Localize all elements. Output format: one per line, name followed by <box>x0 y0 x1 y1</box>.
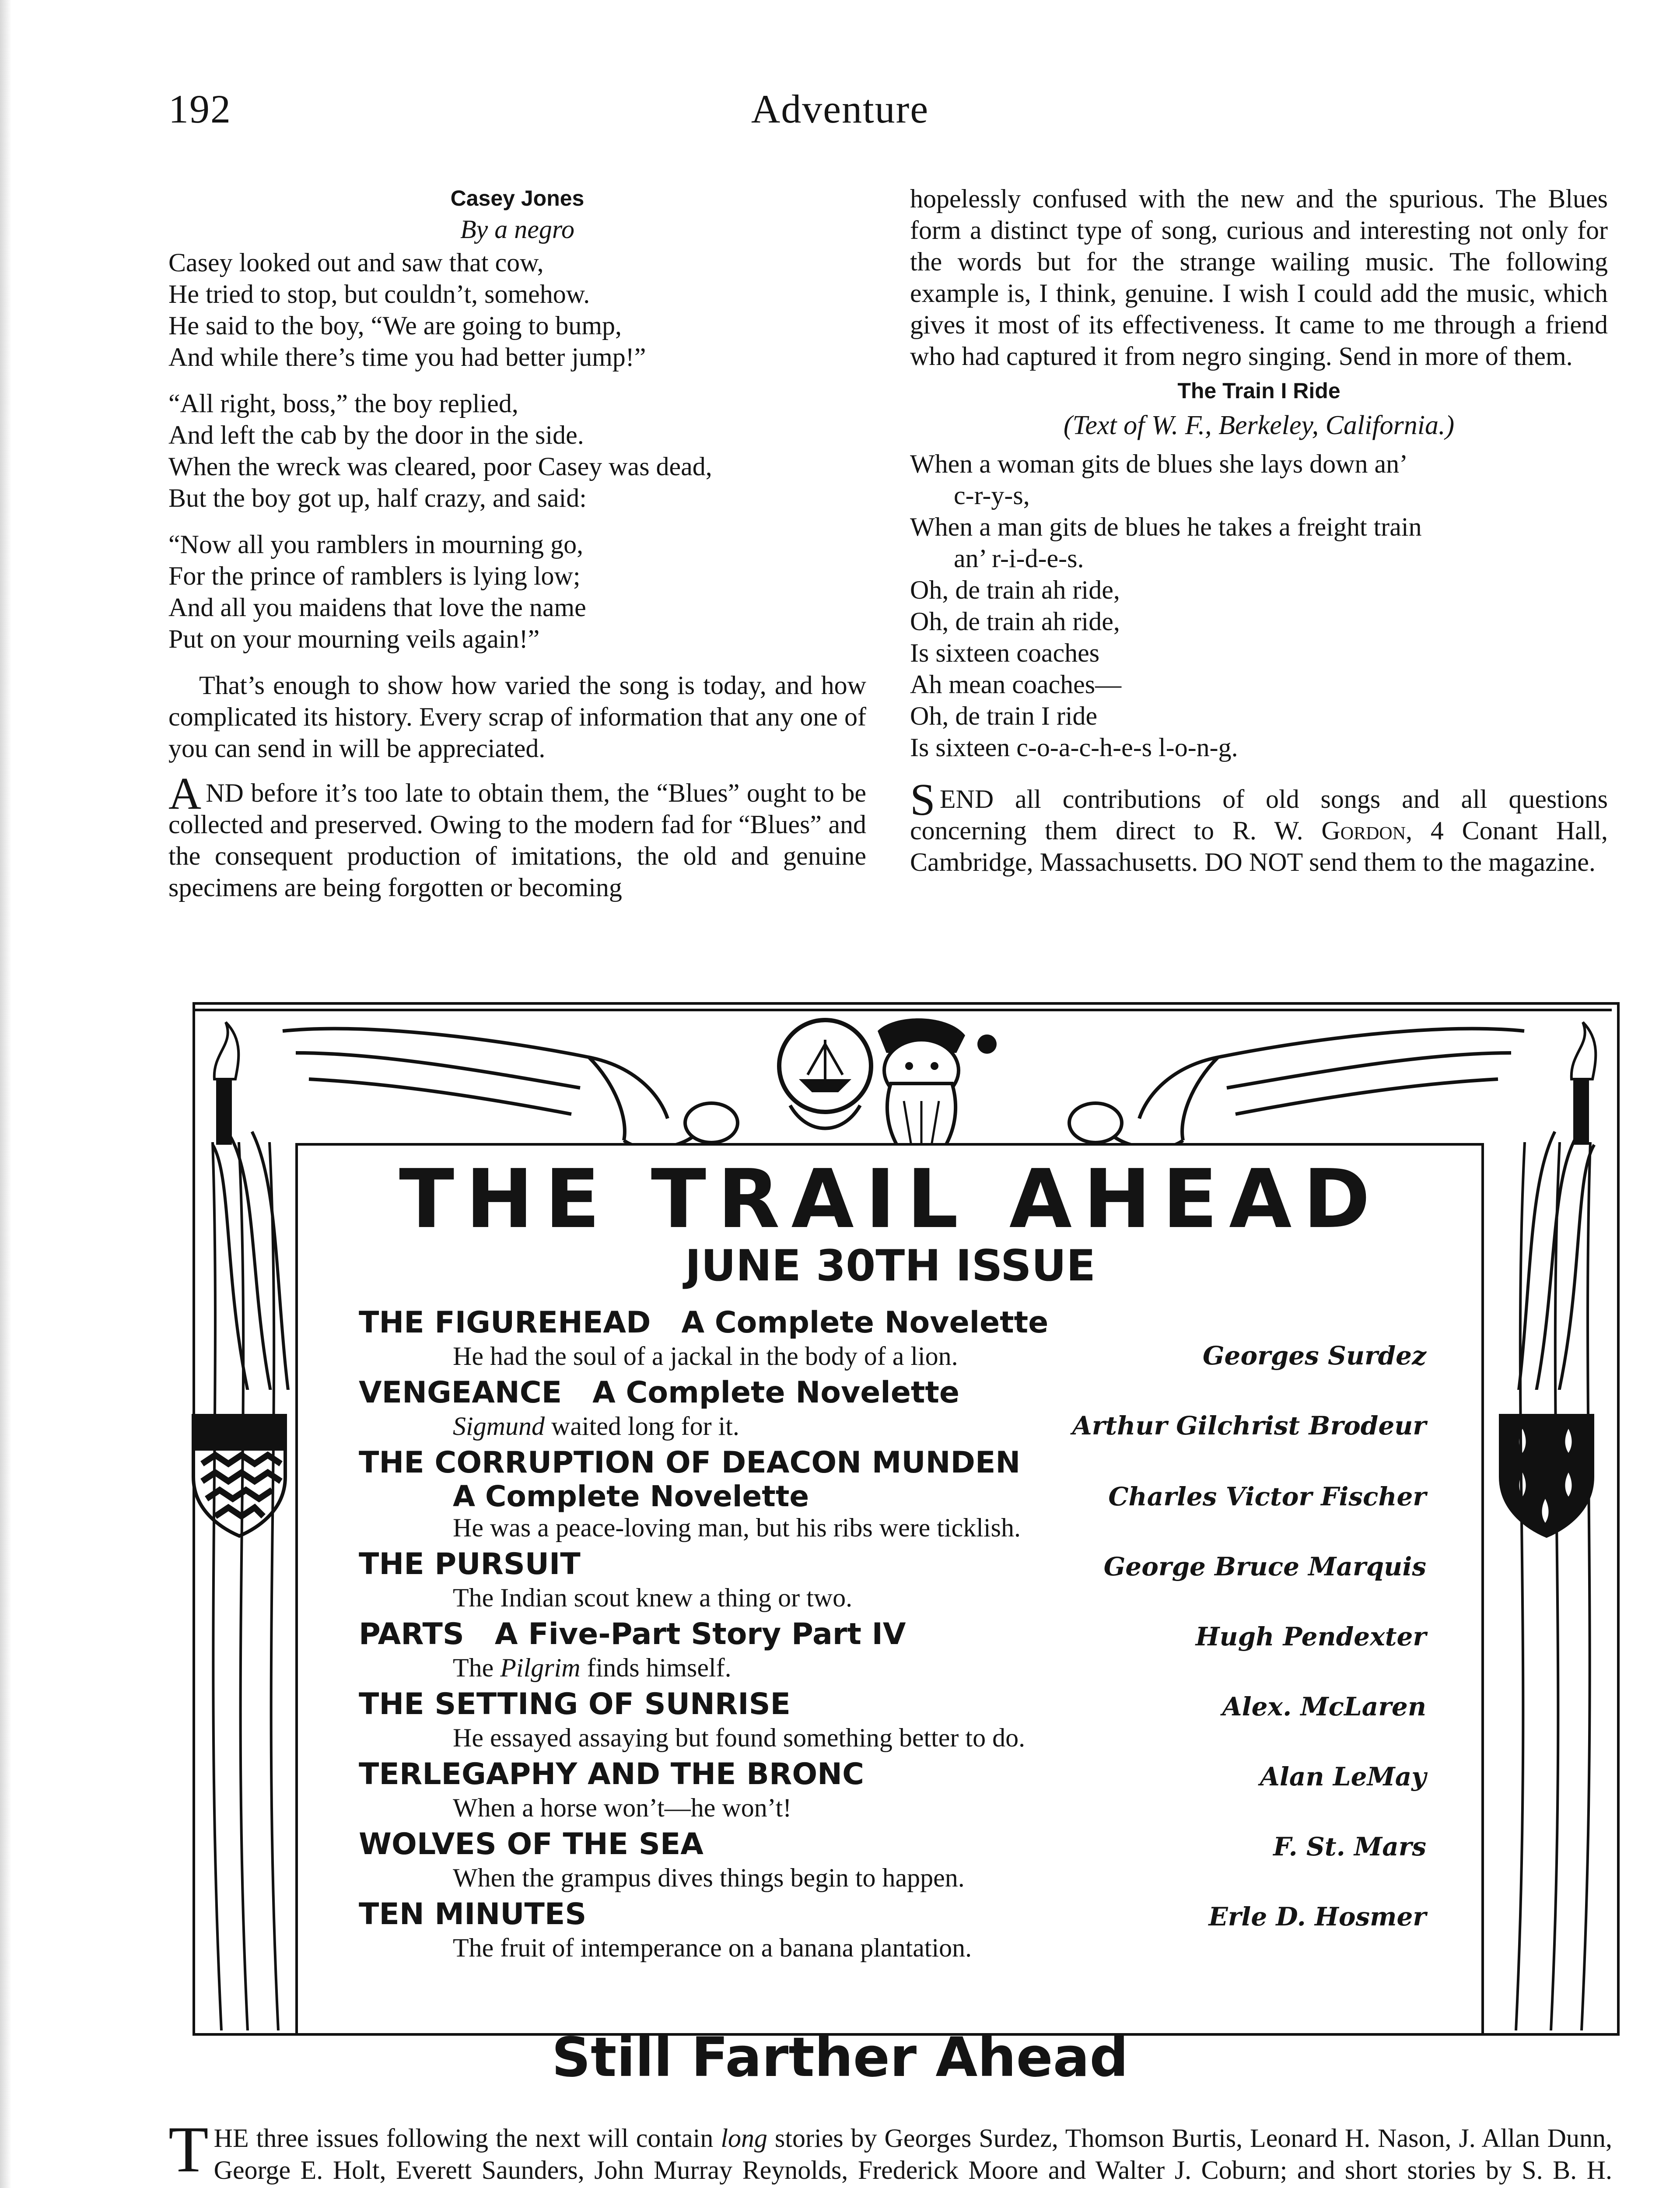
story-entry <box>359 1827 1426 1893</box>
drop-cap: S <box>910 775 935 825</box>
song-byline: (Text of W. F., Berkeley, California.) <box>1063 410 1455 440</box>
poem-line: Casey looked out and saw that cow, <box>168 248 544 277</box>
story-title-line <box>359 1616 906 1652</box>
story-kind: A Complete Novelette <box>592 1375 959 1410</box>
story-title: TERLEGAPHY AND THE BRONC <box>359 1757 864 1792</box>
song-title: The Train I Ride <box>1177 379 1340 403</box>
story-kind: A Complete Novelette <box>453 1480 809 1513</box>
story-author: Erle D. Hosmer <box>1208 1902 1426 1932</box>
story-entry <box>359 1305 1426 1371</box>
song-line: Is sixteen coaches <box>910 638 1100 667</box>
paragraph-send-text-end: , 4 Conant Hall, Cambridge, Massachusetts. DO NOT send them to the magazine. <box>910 816 1608 877</box>
story-entry <box>359 1445 1426 1543</box>
poem-line: “Now all you ramblers in mourning go, <box>168 530 584 559</box>
closing-text-emphasis: long <box>721 2124 768 2153</box>
editor-name: Gordon <box>1321 816 1406 845</box>
story-tagline: He essayed assaying but found something better to do. <box>453 1723 1026 1752</box>
story-title-line <box>359 1305 1048 1341</box>
story-tagline: He had the soul of a jackal in the body of a lion. <box>453 1342 958 1371</box>
story-title: VENGEANCE <box>359 1375 562 1410</box>
issue-subtitle: JUNE 30TH ISSUE <box>685 1241 1096 1291</box>
poem-line: And while there’s time you had better jump!” <box>168 343 646 372</box>
closing-text-rest: stories by Georges Surdez, Thomson Burtis, Leonard H. Nason, J. Allan Dunn, George E. Holt, Everett Saunders, John Murray Reynolds, Frederick Moore and Walter J. Coburn; and short stories by S. B. H. <box>214 2124 1613 2184</box>
story-author: Arthur Gilchrist Brodeur <box>1072 1411 1426 1441</box>
poem-line: And all you maidens that love the name <box>168 593 586 622</box>
poem-stanza <box>168 529 866 655</box>
story-tagline: He was a peace-loving man, but his ribs were ticklish. <box>453 1513 1021 1542</box>
trail-ahead-title: THE TRAIL AHEAD <box>399 1152 1382 1246</box>
paragraph-blues-text: ND before it’s too late to obtain them, the “Blues” ought to be collected and preserved. Owing to the modern fad for “Blues” and the consequent production of imitations, the old and genuine specimens are being forgotten or becoming <box>168 778 866 902</box>
story-tagline: When a horse won’t—he won’t! <box>453 1793 792 1822</box>
song-line: Oh, de train ah ride, <box>910 575 1120 604</box>
poem-line: Put on your mourning veils again!” <box>168 624 540 653</box>
story-list <box>359 1305 1426 1967</box>
right-torch-icon <box>1572 1022 1596 1145</box>
story-kind: A Five-Part Story Part IV <box>494 1617 906 1652</box>
left-side-drapes-illustration <box>195 1142 296 2030</box>
closing-paragraph <box>168 2113 1613 2188</box>
story-title: THE PURSUIT <box>359 1547 581 1581</box>
story-author: Alex. McLaren <box>1222 1692 1426 1722</box>
story-title: PARTS <box>359 1617 464 1652</box>
closing-text: HE three issues following the next will contain <box>214 2124 721 2153</box>
right-side-drapes-illustration <box>1481 1142 1612 2030</box>
song-line: Oh, de train I ride <box>910 701 1098 730</box>
poem-line: He said to the boy, “We are going to bump, <box>168 311 622 340</box>
song-line: When a man gits de blues he takes a freight train <box>910 512 1422 541</box>
paragraph-send <box>910 775 1608 878</box>
drop-cap: A <box>168 768 202 819</box>
running-head: Adventure <box>751 87 929 131</box>
story-tagline-emphasis: Pilgrim <box>500 1653 581 1682</box>
story-tagline: The fruit of intemperance on a banana plantation. <box>453 1933 972 1962</box>
story-tagline: finds himself. <box>580 1653 732 1682</box>
poem-line: But the boy got up, half crazy, and said: <box>168 484 587 512</box>
left-eagle-icon <box>283 1029 738 1148</box>
story-kind: A Complete Novelette <box>681 1305 1049 1340</box>
story-tagline: waited long for it. <box>545 1412 739 1441</box>
story-tagline: When the grampus dives things begin to happen. <box>453 1863 965 1892</box>
song-line: Is sixteen c-o-a-c-h-e-s l-o-n-g. <box>910 733 1238 762</box>
story-author: Alan LeMay <box>1260 1762 1426 1792</box>
story-author: F. St. Mars <box>1273 1832 1426 1862</box>
story-entry <box>359 1375 1426 1441</box>
song-line: When a woman gits de blues she lays down an’ <box>910 449 1408 478</box>
story-author: George Bruce Marquis <box>1103 1552 1426 1581</box>
still-farther-title: Still Farther Ahead <box>551 2026 1129 2089</box>
song-line: an’ r-i-d-e-s. <box>954 544 1084 573</box>
right-column <box>910 183 1608 891</box>
story-entry <box>359 1616 1426 1683</box>
paragraph-varied: That’s enough to show how varied the song is today, and how complicated its history. Every scrap of information that any one of you can send in will be appreciated. <box>168 671 866 763</box>
story-entry <box>359 1757 1426 1823</box>
story-title: THE CORRUPTION OF DEACON MUNDEN <box>359 1445 1021 1480</box>
poem-line: For the prince of ramblers is lying low; <box>168 561 581 590</box>
story-tagline-prefix: The <box>453 1653 500 1682</box>
paragraph-blues <box>168 768 866 903</box>
poem-line: He tried to stop, but couldn’t, somehow. <box>168 280 590 309</box>
poem-byline: By a negro <box>460 215 575 244</box>
left-torch-icon <box>214 1022 239 1145</box>
poem-line: “All right, boss,” the boy replied, <box>168 389 518 418</box>
poem-title: Casey Jones <box>450 186 584 210</box>
poem-stanza <box>168 247 866 373</box>
poem-line: And left the cab by the door in the side. <box>168 421 584 449</box>
page-number: 192 <box>168 87 231 131</box>
left-column <box>168 183 866 916</box>
story-tagline-emphasis: Sigmund <box>453 1412 545 1441</box>
story-entry <box>359 1687 1426 1753</box>
paragraph-send-text: END all contributions of old songs and all questions concerning them direct to R. W. <box>910 785 1608 845</box>
song-line: Oh, de train ah ride, <box>910 607 1120 636</box>
drop-cap: T <box>168 2113 209 2186</box>
poem-stanza <box>168 388 866 514</box>
song-lyrics <box>910 448 1608 763</box>
story-author: Charles Victor Fischer <box>1108 1482 1426 1511</box>
story-title: WOLVES OF THE SEA <box>359 1827 704 1862</box>
story-title: THE FIGUREHEAD <box>359 1305 651 1340</box>
story-entry <box>359 1546 1426 1613</box>
story-author: Georges Surdez <box>1203 1341 1426 1371</box>
poem-line: When the wreck was cleared, poor Casey was dead, <box>168 452 712 481</box>
song-line: c-r-y-s, <box>954 481 1030 510</box>
right-eagle-icon <box>1069 1029 1524 1148</box>
crystal-ball-icon <box>779 1020 871 1129</box>
story-title-line <box>359 1375 959 1411</box>
story-title: THE SETTING OF SUNRISE <box>359 1687 791 1722</box>
story-entry <box>359 1897 1426 1963</box>
paragraph-blues-continued: hopelessly confused with the new and the spurious. The Blues form a distinct type of song, curious and interesting not only for the words but for the strange wailing music. The following example is, I think, genuine. I wish I could add the music, which gives it most of its effectiveness. It came to me through a friend who had captured it from negro singing. Send in more of them. <box>910 184 1608 371</box>
song-line: Ah mean coaches— <box>910 670 1122 699</box>
page-edge-shadow <box>0 0 11 2188</box>
story-title: TEN MINUTES <box>359 1897 587 1932</box>
story-author: Hugh Pendexter <box>1195 1622 1426 1652</box>
story-tagline: The Indian scout knew a thing or two. <box>453 1583 853 1612</box>
